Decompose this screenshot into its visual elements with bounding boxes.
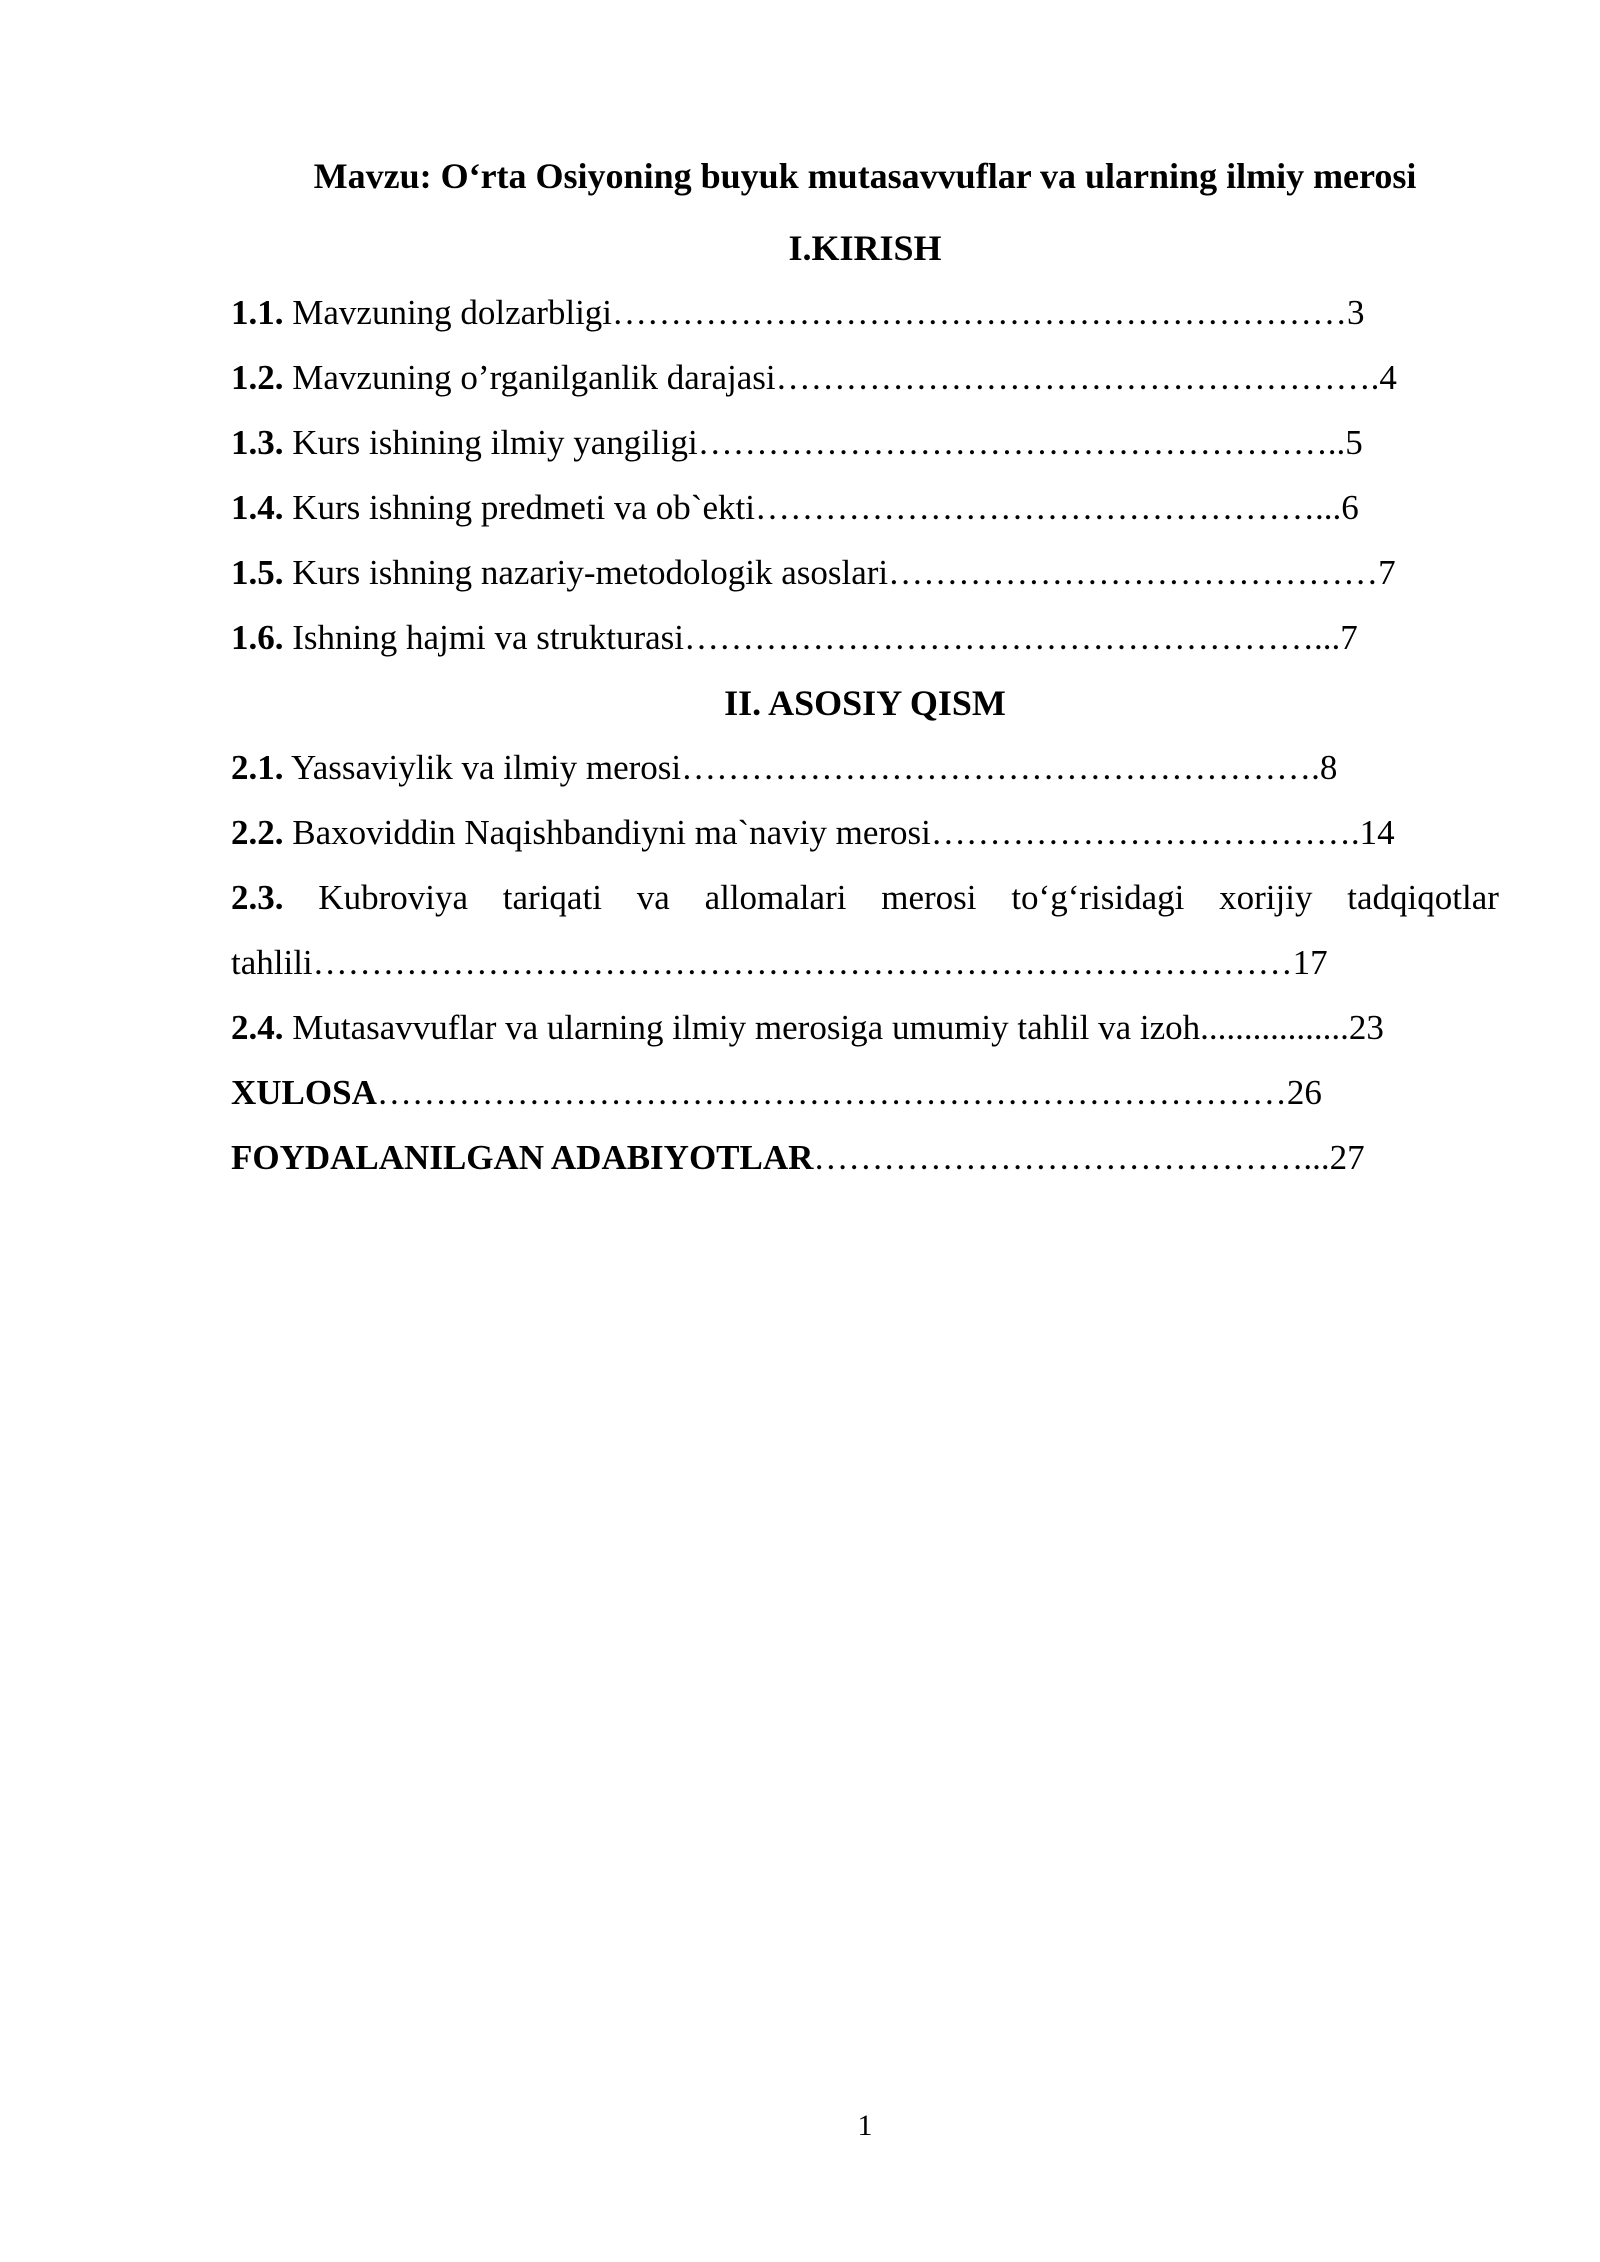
toc-entry-label: Ishning hajmi va strukturasi <box>283 618 685 657</box>
toc-entry-number: 2.4. <box>231 1008 284 1047</box>
toc-entry-label: tahlili <box>231 943 313 982</box>
toc-entry-word: to‘g‘risidagi <box>1011 878 1185 917</box>
toc-entry-leader: ……………………………………………….. <box>697 423 1346 462</box>
toc-entry-2-3 <box>231 872 1499 924</box>
toc-entry-leader: ……………………………………………………… <box>612 293 1348 332</box>
toc-entry-2-4 <box>231 1002 1384 1054</box>
toc-entry-label: Mutasavvuflar va ularning ilmiy merosiga umumiy tahlil va izoh <box>283 1008 1201 1047</box>
toc-entry-page: 17 <box>1292 943 1328 982</box>
toc-entry-1-1 <box>231 287 1365 339</box>
toc-entry-page: 4 <box>1379 358 1397 397</box>
toc-entry-label: XULOSA <box>231 1073 377 1112</box>
toc-entry-word: Kubroviya <box>318 878 468 917</box>
toc-entry-label: Yassaviylik va ilmiy merosi <box>283 748 682 787</box>
toc-entry-leader: ………………………………………………. <box>681 748 1320 787</box>
toc-entry-number: 1.1. <box>231 293 284 332</box>
toc-entry-2-3-continued <box>231 937 1328 989</box>
toc-entry-number: 1.6. <box>231 618 284 657</box>
toc-entry-1-2 <box>231 352 1397 404</box>
toc-entry-adabiyotlar <box>231 1132 1365 1184</box>
toc-entry-leader: ……………………………………………. <box>775 358 1380 397</box>
toc-entry-1-5 <box>231 547 1396 599</box>
toc-entry-label: FOYDALANILGAN ADABIYOTLAR <box>231 1138 814 1177</box>
toc-entry-label: Mavzuning dolzarbligi <box>283 293 613 332</box>
toc-entry-word: tadqiqotlar <box>1347 878 1499 917</box>
toc-entry-page: 7 <box>1378 553 1396 592</box>
toc-entry-leader: …………………………………………... <box>754 488 1342 527</box>
toc-entry-number: 2.1. <box>231 748 284 787</box>
toc-entry-number: 2.3. <box>231 878 284 917</box>
toc-entry-page: 5 <box>1345 423 1363 462</box>
toc-entry-word: xorijiy <box>1219 878 1313 917</box>
section-heading-kirish: I.KIRISH <box>788 228 942 268</box>
page-number: 1 <box>857 2109 873 2142</box>
toc-entry-leader: ………………………………. <box>930 813 1360 852</box>
toc-entry-page: 3 <box>1347 293 1365 332</box>
toc-entry-page: 6 <box>1341 488 1359 527</box>
toc-entry-number: 1.5. <box>231 553 284 592</box>
toc-entry-number: 1.4. <box>231 488 284 527</box>
toc-entry-1-3 <box>231 417 1363 469</box>
toc-entry-1-4 <box>231 482 1359 534</box>
toc-entry-label: Kurs ishning predmeti va ob`ekti <box>283 488 755 527</box>
toc-entry-page: 8 <box>1319 748 1338 787</box>
toc-entry-label: Baxoviddin Naqishbandiyni ma`naviy merosi <box>283 813 931 852</box>
toc-entry-label: Kurs ishining ilmiy yangiligi <box>283 423 698 462</box>
document-title: Mavzu: O‘rta Osiyoning buyuk mutasavvuflar va ularning ilmiy merosi <box>313 156 1417 196</box>
toc-entry-label: Kurs ishning nazariy-metodologik asoslari <box>283 553 889 592</box>
toc-entry-xulosa <box>231 1067 1322 1119</box>
toc-entry-number: 1.2. <box>231 358 284 397</box>
toc-entry-leader: …………………………………… <box>888 553 1379 592</box>
toc-entry-word: merosi <box>881 878 977 917</box>
toc-entry-number: 2.2. <box>231 813 284 852</box>
toc-entry-page: 14 <box>1359 813 1395 852</box>
toc-entry-page: 27 <box>1329 1138 1365 1177</box>
toc-entry-word: va <box>636 878 670 917</box>
toc-entry-2-2 <box>231 807 1395 859</box>
toc-entry-page: 7 <box>1340 618 1358 657</box>
section-heading-asosiy-qism: II. ASOSIY QISM <box>724 683 1006 723</box>
toc-entry-1-6 <box>231 612 1358 664</box>
toc-entry-leader: ……………………………………... <box>813 1138 1330 1177</box>
toc-entry-2-1 <box>231 742 1337 794</box>
toc-entry-leader: ................. <box>1200 1008 1349 1047</box>
toc-entry-leader: ………………………………………………... <box>684 618 1341 657</box>
toc-entry-number: 1.3. <box>231 423 284 462</box>
toc-entry-page: 26 <box>1286 1073 1322 1112</box>
toc-entry-label: Mavzuning o’rganilganlik darajasi <box>283 358 776 397</box>
toc-entry-word: allomalari <box>704 878 847 917</box>
toc-entry-leader: ………………………………………………………………………… <box>312 943 1293 982</box>
toc-entry-page: 23 <box>1348 1008 1384 1047</box>
toc-entry-leader: …………………………………………………………………… <box>376 1073 1287 1112</box>
toc-entry-word: tariqati <box>502 878 602 917</box>
